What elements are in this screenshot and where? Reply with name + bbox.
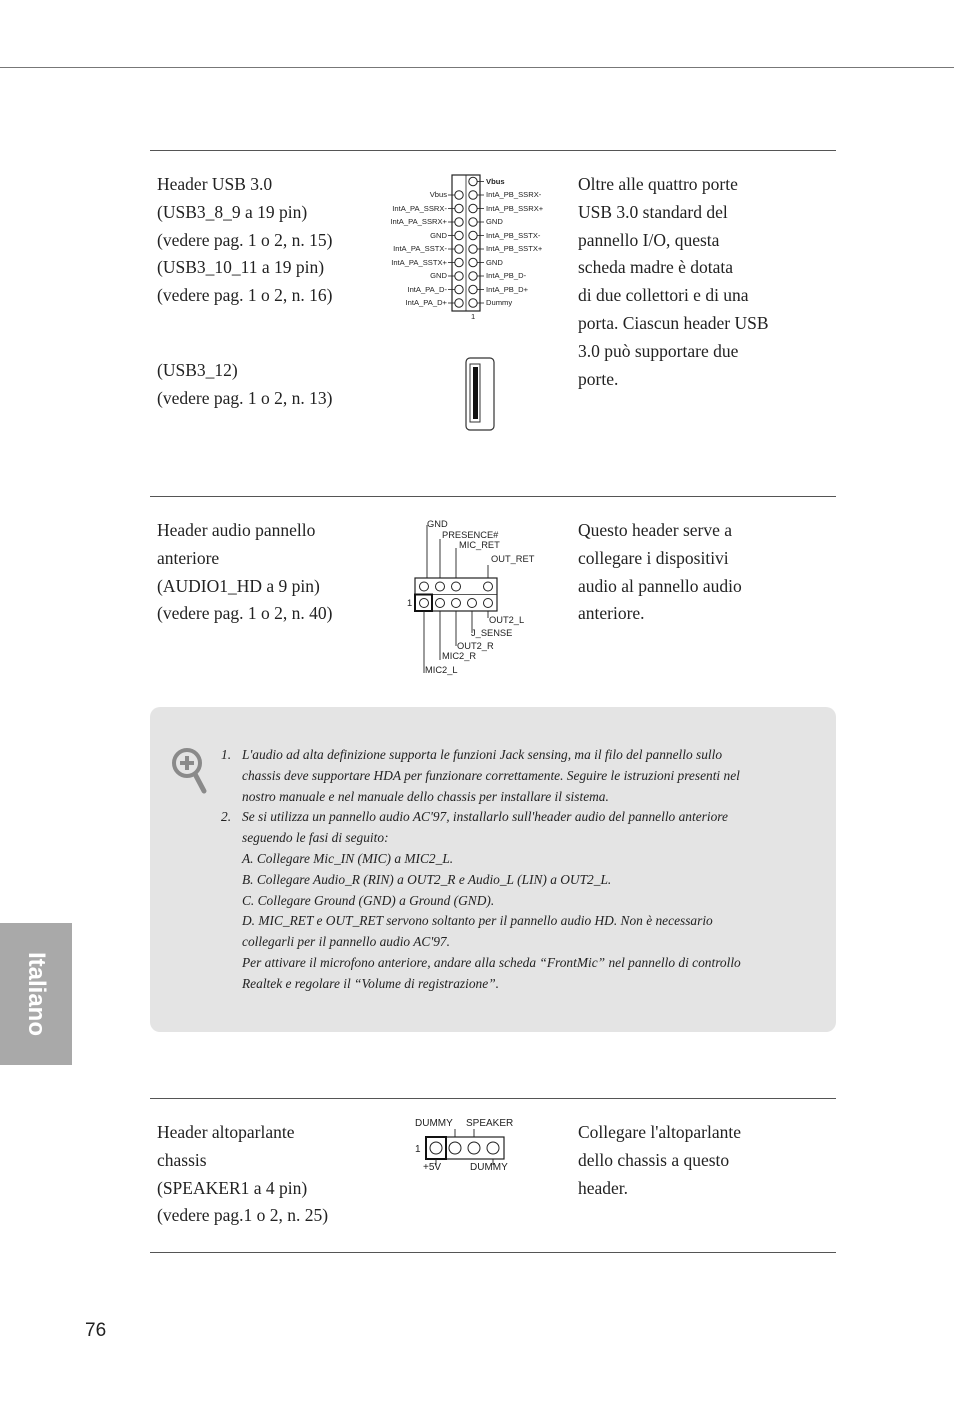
note-line: nostro manuale e nel manuale dello chassis per installare il sistema. [242, 788, 609, 804]
text-line: Header altoparlante [157, 1122, 295, 1142]
note-line: Per attivare il microfono anteriore, andare alla scheda “FrontMic” nel pannello di controllo [242, 954, 741, 970]
pin-label: IntA_PB_D+ [486, 285, 529, 294]
section-rule [150, 1252, 836, 1253]
text-line: audio al pannello audio [578, 575, 742, 596]
text-line: pannello I/O, questa [578, 229, 720, 250]
usb-port-icon [465, 357, 495, 431]
magnifier-icon [170, 745, 210, 797]
text-line: (USB3_8_9 a 19 pin) [157, 201, 308, 222]
text-line: porta. Ciascun header USB [578, 312, 769, 333]
text-line: header. [578, 1177, 629, 1198]
note-item [221, 745, 801, 807]
pin-label: MIC_RET [459, 540, 500, 550]
text-line: Questo header serve a [578, 520, 733, 540]
pin-label: IntA_PA_SSRX+ [390, 217, 447, 226]
language-label: Italiano [23, 951, 50, 1037]
pin-label: Vbus [486, 177, 505, 186]
pin-label: MIC2_R [442, 651, 477, 661]
text-line: USB 3.0 standard del [578, 201, 728, 222]
pin-label: IntA_PB_SSRX- [486, 190, 542, 199]
text-line: (AUDIO1_HD a 9 pin) [157, 575, 320, 596]
note-line: C. Collegare Ground (GND) a Ground (GND). [242, 892, 495, 908]
pin-label: IntA_PA_SSRX- [392, 204, 447, 213]
pin-label: GND [427, 519, 448, 529]
speaker-header-diagram [410, 1115, 540, 1180]
text-line: (vedere pag. 1 o 2, n. 40) [157, 603, 333, 624]
pin-label: IntA_PA_D+ [405, 298, 447, 307]
text-line: anteriore [157, 547, 220, 568]
pin-label: IntA_PB_SSRX+ [486, 204, 544, 213]
pin-label: GND [486, 258, 503, 267]
pin-1-label: 1 [471, 312, 476, 321]
text-line: scheda madre è dotata [578, 257, 733, 278]
note-line: B. Collegare Audio_R (RIN) a OUT2_R e Audio_L (LIN) a OUT2_L. [242, 871, 612, 887]
pin-label: GND [486, 217, 503, 226]
note-line: chassis deve supportare HDA per funzionare correttamente. Seguire le istruzioni presenti nel [242, 767, 740, 783]
header-rule [0, 67, 954, 68]
note-text [221, 745, 801, 995]
pin-label: DUMMY [415, 1118, 453, 1129]
text-line: (vedere pag. 1 o 2, n. 15) [157, 229, 333, 250]
note-number: 2. [221, 809, 232, 825]
text-line: porte. [578, 368, 619, 389]
usb-explanation [578, 171, 793, 393]
pin-label: IntA_PB_SSTX+ [486, 244, 543, 253]
pin-label: +5V [423, 1162, 442, 1173]
pin-label: DUMMY [470, 1162, 508, 1173]
note-line: Realtek e regolare il “Volume di registrazione”. [242, 975, 499, 991]
note-line: Se si utilizza un pannello audio AC'97, installarlo sull'header audio del pannello anteriore [242, 809, 728, 825]
note-line: seguendo le fasi di seguito: [242, 830, 389, 846]
pin-label: OUT2_L [489, 615, 525, 625]
text-line: (vedere pag. 1 o 2, n. 13) [157, 387, 333, 408]
speaker-explanation [578, 1119, 793, 1202]
note-line: L'audio ad alta definizione supporta le funzioni Jack sensing, ma il filo del pannello sullo [242, 747, 723, 762]
section-rule [150, 150, 836, 151]
text-line: dello chassis a questo [578, 1149, 730, 1170]
pin-label: IntA_PA_SSTX+ [391, 258, 447, 267]
usb-port-drawing [465, 357, 495, 431]
note-item [221, 807, 801, 994]
text-line: (vedere pag. 1 o 2, n. 16) [157, 285, 333, 306]
pin-label: IntA_PA_D- [407, 285, 447, 294]
note-line: D. MIC_RET e OUT_RET servono soltanto per il pannello audio HD. Non è necessario [242, 913, 713, 929]
pin-1-label: 1 [407, 598, 413, 608]
audio-header-description [157, 517, 372, 628]
language-side-tab [0, 923, 72, 1065]
usb3-12-description [157, 357, 372, 413]
text-line: di due collettori e di una [578, 285, 749, 306]
usb-header-description [157, 171, 372, 310]
note-line: collegarli per il pannello audio AC'97. [242, 934, 450, 950]
text-line: anteriore. [578, 603, 645, 624]
pin-1-label: 1 [415, 1144, 421, 1155]
text-line: Collegare l'altoparlante [578, 1122, 742, 1142]
pin-label: J_SENSE [471, 628, 513, 638]
text-line: Header audio pannello [157, 520, 316, 540]
text-line: (SPEAKER1 a 4 pin) [157, 1177, 308, 1198]
pin-label: IntA_PB_SSTX- [486, 231, 541, 240]
note-line: A. Collegare Mic_IN (MIC) a MIC2_L. [242, 850, 454, 866]
audio-explanation [578, 517, 793, 628]
pin-label: IntA_PB_D- [486, 271, 527, 280]
text-line: collegare i dispositivi [578, 547, 729, 568]
page-number: 76 [85, 1320, 107, 1341]
text-line: Header USB 3.0 [157, 174, 273, 194]
text-line: (USB3_10_11 a 19 pin) [157, 257, 325, 278]
note-number: 1. [221, 747, 232, 762]
pin-label: Vbus [429, 190, 447, 199]
pin-label: IntA_PA_SSTX- [393, 244, 447, 253]
text-line: Oltre alle quattro porte [578, 174, 738, 194]
pin-label: GND [430, 231, 447, 240]
section-rule [150, 496, 836, 497]
text-line: (vedere pag.1 o 2, n. 25) [157, 1205, 329, 1226]
pin-label: OUT2_R [457, 641, 494, 651]
pin-label: GND [430, 271, 447, 280]
pin-label: SPEAKER [466, 1118, 514, 1129]
usb3-header-diagram [380, 172, 570, 322]
magnifier-drawing [170, 745, 210, 797]
section-rule [150, 1098, 836, 1099]
audio-header-diagram [400, 515, 550, 680]
text-line: chassis [157, 1149, 207, 1170]
pin-label: OUT_RET [491, 554, 535, 564]
text-line: 3.0 può supportare due [578, 340, 739, 361]
pin-label: MIC2_L [425, 665, 458, 675]
speaker-header-description [157, 1119, 372, 1230]
text-line: (USB3_12) [157, 360, 238, 380]
pin-label: PRESENCE# [442, 530, 499, 540]
pin-label: Dummy [486, 298, 513, 307]
